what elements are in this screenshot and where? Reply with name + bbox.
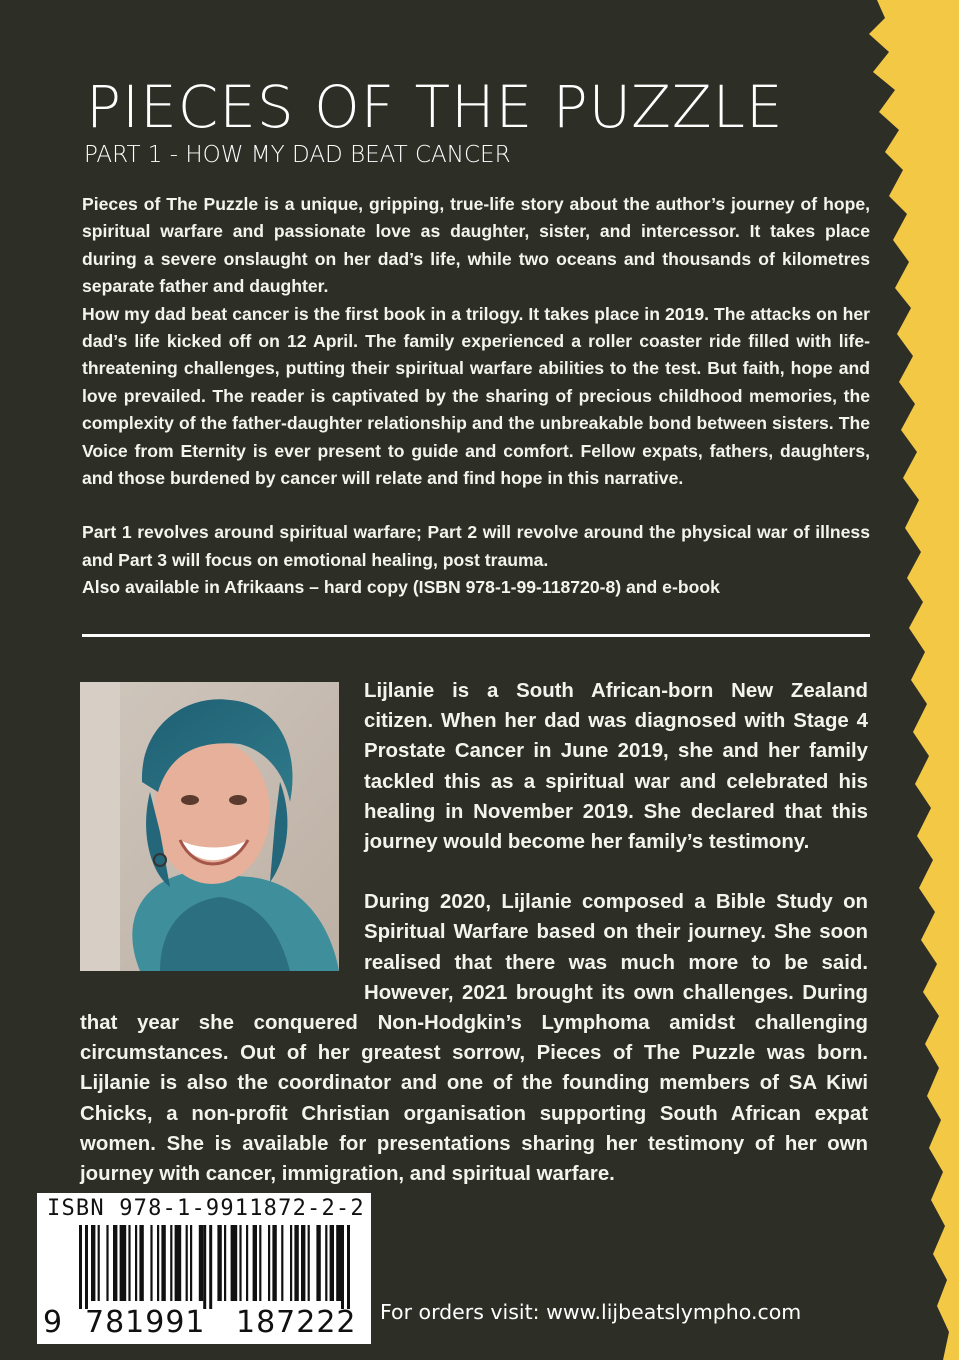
- barcode-bar: [98, 1225, 100, 1301]
- bio-paragraph-2: During 2020, Lijlanie composed a Bible Study on Spiritual Warfare based on their journey. She soon realised that there was much more to be said. However, 2021 brought its own challenges. During that year she conquered Non-Hodgkin’s Lymphoma amidst challenging circumstances. Out of her greatest sorrow, Pieces of The Puzzle was born. Lijlanie is also the coordinator and one of the founding members of SA Kiwi Chicks, a non-profit Christian organisation supporting South African expat women. She is available for presentations sharing her testimony of her own journey with cancer, immigration, and spiritual warfare.: [80, 891, 868, 1186]
- blurb-paragraph-4: Also available in Afrikaans – hard copy (ISBN 978-1-99-118720-8) and e-book: [82, 577, 720, 598]
- barcode-bar: [91, 1225, 95, 1301]
- barcode-bar: [120, 1225, 127, 1301]
- barcode-bar: [272, 1225, 276, 1301]
- barcode-bar: [157, 1225, 159, 1301]
- barcode-bar: [113, 1225, 117, 1301]
- barcode-digits-group-1: 781991: [85, 1305, 206, 1340]
- barcode-bar: [190, 1225, 192, 1301]
- barcode-bar: [316, 1225, 320, 1301]
- barcode-bar: [341, 1225, 344, 1309]
- barcode-bar: [161, 1225, 165, 1301]
- barcode-bar: [85, 1225, 88, 1309]
- blurb-paragraph-3: Part 1 revolves around spiritual warfare; Part 2 will revolve around the physical war of illness and Part 3 will focus on emotional healing, post trauma.: [82, 522, 870, 570]
- barcode-bar: [259, 1225, 261, 1301]
- isbn-label: ISBN 978-1-9911872-2-2: [47, 1196, 365, 1221]
- barcode-bar: [150, 1225, 152, 1301]
- barcode-bar: [294, 1225, 298, 1301]
- barcode-bar: [79, 1225, 82, 1309]
- barcode-bar: [106, 1225, 108, 1301]
- barcode-bar: [231, 1225, 238, 1301]
- barcode-bar: [253, 1225, 257, 1301]
- barcode-bar: [209, 1225, 212, 1309]
- barcode-bars: [41, 1225, 367, 1309]
- barcode-bar: [347, 1225, 350, 1309]
- blurb-paragraph-1: Pieces of The Puzzle is a unique, gripping, true-life story about the author’s journey of hope, spiritual warfare and passionate love as daughter, sister, and intercessor. It takes place during a severe onslaught on her dad’s life, while two oceans and thousands of kilometres separate father and daughter.: [82, 194, 870, 297]
- book-subtitle: PART 1 - HOW MY DAD BEAT CANCER: [84, 142, 511, 168]
- barcode-bar: [308, 1225, 310, 1301]
- barcode-bar: [175, 1225, 182, 1301]
- barcode-bar: [281, 1225, 283, 1301]
- blurb-paragraph-2: How my dad beat cancer is the first book in a trilogy. It takes place in 2019. The attacks on her dad’s life kicked off on 12 April. The family experienced a roller coaster ride filled with life-threatening challenges, putting their spiritual warfare abilities to the test. But faith, hope and love prevailed. The reader is captivated by the sharing of precious childhood memories, the complexity of the father-daughter relationship and the unbreakable bond between sisters. The Voice from Eternity is ever present to guide and comfort. Fellow expats, fathers, daughters, and those burdened by cancer will relate and find hope in this narrative.: [82, 303, 870, 489]
- book-title: PIECES OF THE PUZZLE: [86, 73, 784, 141]
- author-bio: [80, 676, 868, 1189]
- barcode-bar: [268, 1225, 270, 1301]
- blurb: [82, 191, 870, 602]
- barcode-bar: [239, 1225, 241, 1301]
- barcode-bar: [246, 1225, 248, 1301]
- barcode-bar: [217, 1225, 221, 1301]
- divider: [82, 634, 870, 637]
- barcode-digit-first: 9: [43, 1305, 63, 1340]
- barcode-bar: [186, 1225, 188, 1301]
- barcode-bar: [170, 1225, 172, 1301]
- barcode-bar: [199, 1225, 203, 1301]
- barcode-bar: [330, 1225, 334, 1301]
- barcode-bar: [290, 1225, 292, 1301]
- orders-link: For orders visit: www.lijbeatslympho.com: [380, 1300, 802, 1324]
- barcode-bar: [224, 1225, 226, 1301]
- bio-paragraph-1: Lijlanie is a South African-born New Zealand citizen. When her dad was diagnosed with Stage 4 Prostate Cancer in June 2019, she and her family tackled this as a spiritual war and celebrated his healing in November 2019. She declared that this journey would become her family’s testimony.: [364, 680, 868, 854]
- barcode-bar: [301, 1225, 305, 1301]
- barcode-bar: [135, 1225, 137, 1301]
- isbn-barcode: [37, 1193, 371, 1344]
- barcode-bar: [139, 1225, 143, 1301]
- barcode-bar: [203, 1225, 206, 1309]
- barcode-bar: [128, 1225, 130, 1301]
- barcode-digits-group-2: 187222: [236, 1305, 357, 1340]
- barcode-bar: [325, 1225, 327, 1301]
